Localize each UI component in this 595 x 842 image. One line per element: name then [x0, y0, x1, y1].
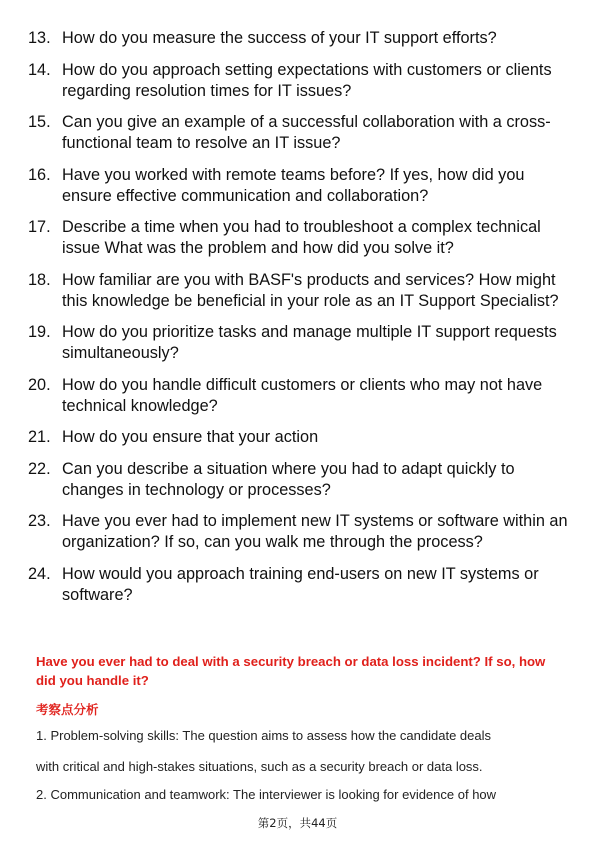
- question-number: 13.: [28, 29, 51, 47]
- analysis-paragraph-line: 2. Communication and teamwork: The interviewer is looking for evidence of how: [36, 787, 497, 802]
- question-number: 17.: [28, 218, 51, 236]
- question-item: [28, 564, 568, 606]
- question-number: 15.: [28, 113, 51, 131]
- analysis-paragraph-line: with critical and high-stakes situations, such as a security breach or data loss.: [36, 759, 483, 774]
- question-number: 16.: [28, 165, 51, 184]
- question-text: Can you give an example of a successful collaboration with a cross-functional team to resolve an IT issue?: [62, 113, 551, 152]
- question-item: [28, 112, 568, 154]
- question-number: 21.: [28, 428, 51, 446]
- page-footer: 第2页，共44页: [257, 816, 338, 830]
- question-item: [28, 165, 568, 207]
- question-item: [28, 511, 568, 553]
- featured-question: Have you ever had to deal with a security breach or data loss incident? If so, how did you handle it?: [36, 654, 546, 688]
- question-text: How do you handle difficult customers or clients who may not have technical knowledge?: [62, 375, 543, 415]
- question-item: [28, 217, 568, 259]
- question-text: Have you worked with remote teams before? If yes, how did you ensure effective communication and collaboration?: [62, 165, 525, 205]
- question-item: [28, 375, 568, 417]
- question-item: [28, 28, 568, 49]
- question-text: How familiar are you with BASF's products and services? How might this knowledge be beneficial in your role as an IT Support Specialist?: [62, 270, 559, 310]
- question-item: [28, 427, 568, 448]
- question-number: 19.: [28, 323, 51, 341]
- question-text: How do you measure the success of your IT support efforts?: [62, 29, 497, 47]
- question-item: [28, 60, 568, 102]
- section-heading: 考察点分析: [36, 702, 99, 717]
- question-number: 22.: [28, 459, 51, 478]
- question-text: How would you approach training end-users on new IT systems or software?: [62, 564, 539, 604]
- question-number: 18.: [28, 270, 51, 289]
- question-number: 14.: [28, 60, 51, 79]
- question-list: [28, 28, 568, 616]
- question-item: [28, 322, 568, 364]
- question-number: 24.: [28, 564, 51, 583]
- question-item: [28, 459, 568, 501]
- question-text: Describe a time when you had to troubleshoot a complex technical issue What was the problem and how did you solve it?: [62, 218, 541, 257]
- question-text: Can you describe a situation where you had to adapt quickly to changes in technology or processes?: [62, 459, 515, 499]
- question-number: 23.: [28, 512, 51, 530]
- question-text: How do you prioritize tasks and manage multiple IT support requests simultaneously?: [62, 323, 557, 362]
- question-number: 20.: [28, 375, 51, 394]
- analysis-paragraph-line: 1. Problem-solving skills: The question aims to assess how the candidate deals: [36, 728, 491, 743]
- question-text: Have you ever had to implement new IT systems or software within an organization? If so, can you walk me through the process?: [62, 512, 568, 551]
- question-item: [28, 270, 568, 312]
- question-text: How do you ensure that your action: [62, 428, 319, 446]
- question-text: How do you approach setting expectations with customers or clients regarding resolution times for IT issues?: [62, 60, 552, 100]
